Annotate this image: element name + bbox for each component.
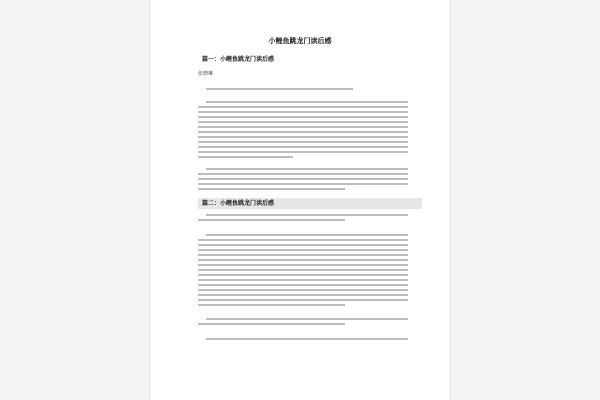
text-line bbox=[198, 151, 408, 153]
text-line bbox=[198, 249, 408, 251]
paragraph-5 bbox=[198, 234, 408, 309]
text-line bbox=[198, 244, 408, 246]
text-line bbox=[198, 141, 408, 143]
text-line bbox=[198, 106, 408, 108]
text-line bbox=[198, 299, 408, 301]
text-line bbox=[198, 188, 345, 190]
text-line bbox=[198, 178, 408, 180]
text-line bbox=[198, 279, 408, 281]
text-line bbox=[198, 323, 345, 325]
document-page bbox=[150, 0, 450, 400]
text-line bbox=[198, 219, 345, 221]
text-line bbox=[206, 338, 408, 340]
text-line bbox=[198, 116, 408, 118]
text-line bbox=[206, 168, 408, 170]
text-line bbox=[198, 264, 408, 266]
text-line bbox=[198, 111, 408, 113]
text-line bbox=[198, 269, 408, 271]
text-line bbox=[198, 131, 408, 133]
text-line bbox=[198, 173, 408, 175]
paragraph-6 bbox=[198, 318, 408, 328]
text-line bbox=[206, 101, 408, 103]
paragraph-7 bbox=[198, 338, 408, 343]
section-heading-1: 篇一：小鲤鱼跳龙门读后感 bbox=[202, 56, 275, 63]
paragraph-4 bbox=[198, 214, 408, 224]
text-line bbox=[198, 284, 408, 286]
text-line bbox=[206, 318, 408, 320]
author-line: 张晓琳 bbox=[198, 71, 214, 77]
text-line bbox=[198, 254, 408, 256]
text-line bbox=[206, 88, 353, 90]
text-line bbox=[198, 126, 408, 128]
text-line bbox=[198, 304, 345, 306]
paragraph-1 bbox=[198, 88, 408, 93]
text-line bbox=[198, 239, 408, 241]
text-line bbox=[198, 289, 408, 291]
text-line bbox=[206, 214, 408, 216]
section-heading-2: 篇二：小鲤鱼跳龙门读后感 bbox=[198, 198, 422, 209]
text-line bbox=[198, 183, 408, 185]
text-line bbox=[198, 274, 408, 276]
paragraph-2 bbox=[198, 101, 408, 161]
text-line bbox=[198, 121, 408, 123]
text-line bbox=[198, 259, 408, 261]
text-line bbox=[206, 234, 408, 236]
paragraph-3 bbox=[198, 168, 408, 193]
text-line bbox=[198, 136, 408, 138]
text-line bbox=[198, 294, 408, 296]
text-line bbox=[198, 156, 293, 158]
text-line bbox=[198, 146, 408, 148]
page-title: 小鲤鱼跳龙门读后感 bbox=[268, 36, 332, 45]
